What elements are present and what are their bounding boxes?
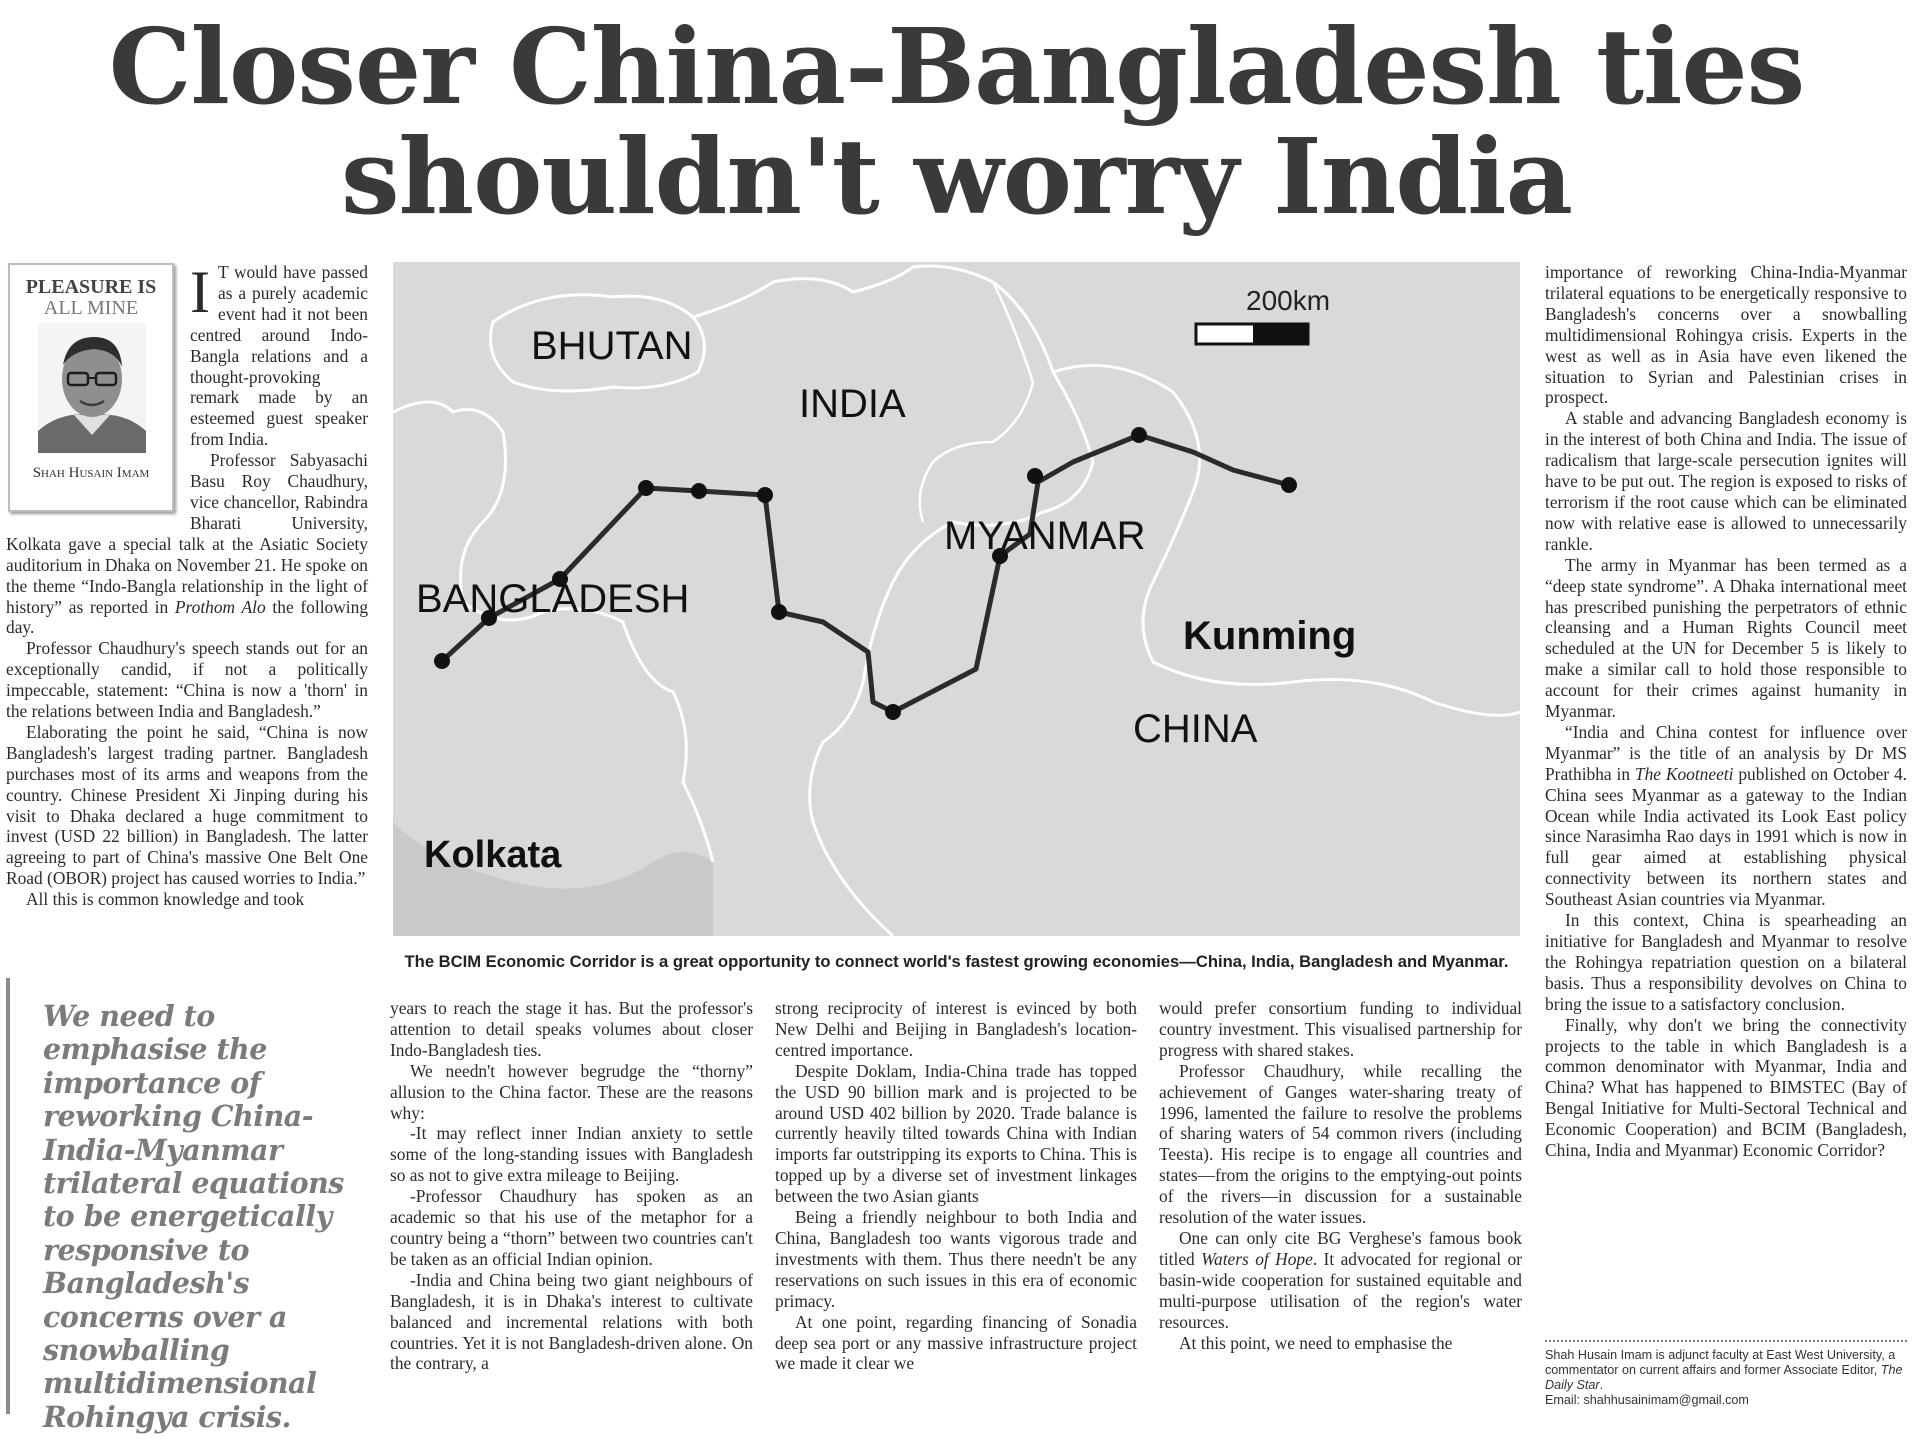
route-stop — [434, 653, 450, 669]
route-stop — [638, 480, 654, 496]
pull-quote-text: We need to emphasise the importance of reworking China-India-Myanmar trilateral equations to be energetically responsive to Bangladesh's concerns over a snowballing multidimensional Rohingya crisis. — [43, 999, 344, 1434]
map-caption: The BCIM Economic Corridor is a great opportunity to connect world's fastest growing economies—China, India, Bangladesh and Myanmar. — [404, 952, 1509, 971]
paragraph: Being a friendly neighbour to both India and China, Bangladesh too wants vigorous trade and investments with them. Thus there needn't be any reservations on such issues in this era of economic primacy. — [775, 1207, 1137, 1311]
paragraph: In this context, China is spearheading an initiative for Bangladesh and Myanmar to resolve the Rohingya repatriation question on a bilateral basis. Thus a responsibility devolves on China to bring the issue to a satisfactory conclusion. — [1545, 910, 1907, 1014]
label-china: CHINA — [1133, 707, 1258, 751]
route-stop — [1131, 427, 1147, 443]
paragraph: At this point, we need to emphasise the — [1179, 1332, 1453, 1353]
headline-line-2: shouldn't worry India — [340, 115, 1573, 238]
paragraph: -India and China being two giant neighbours of Bangladesh, it is in Dhaka's interest to cultivate balanced and incremental relations with both countries. Yet it is not Bangladesh-driven alone. On the contrary, a — [390, 1269, 753, 1374]
paragraph: Elaborating the point he said, “China is now Bangladesh's largest trading partner. Bangladesh purchases most of its arms and weapons from the country. Chinese President Xi Jinping during his visit to Dhaka declared a huge commitment to invest (USD 22 billion) in Bangladesh. The latter agreeing to part of China's massive One Belt One Road (OBOR) project has caused worries to India.” — [6, 721, 368, 889]
paragraph: Professor Sabyasachi Basu Roy Chaudhury, vice chancellor, Rabindra Bharati University, Kolkata gave a special talk at the Asiatic Society auditorium in Dhaka on November 21. He spoke on the theme “Indo-Bangla relationship in the light of history” as reported in Prothom Alo the following day. — [6, 450, 369, 638]
route-stop — [1027, 468, 1043, 484]
paragraph: would prefer consortium funding to individual country investment. This visualised partnership for progress with shared stakes. — [1159, 998, 1522, 1060]
paragraph: We needn't however begrudge the “thorny” allusion to the China factor. These are the reasons why: — [390, 1060, 753, 1123]
paragraph: -Professor Chaudhury has spoken as an academic so that his use of the metaphor for a country being a “thorn” between two countries can't be taken as an official Indian opinion. — [390, 1186, 753, 1269]
column-title-line-2: ALL MINE — [43, 297, 139, 319]
column-title — [10, 277, 172, 319]
route-stop — [1281, 477, 1297, 493]
footnote-divider — [1545, 1340, 1907, 1342]
author-name: Shah Husain Imam — [32, 465, 150, 481]
column-byline-box — [8, 263, 174, 512]
paragraph: Finally, why don't we bring the connectivity projects to the table in which Bangladesh is a common denominator with Myanmar, India and China? What has happened to BIMSTEC (Bay of Bengal Initiative for Multi-Sectoral Technical and Economic Cooperation) and BCIM (Bangladesh, China, India and Myanmar) Economic Corridor? — [1545, 1014, 1907, 1161]
paragraph: “India and China contest for influence over Myanmar” is the title of an analysis by Dr MS Prathibha in The Kootneeti published on October 4. China sees Myanmar as a gateway to the Indian Ocean while India activated its Look East policy since Narasimha Rao days in 1991 which is now in full gear aimed at establishing physical connectivity between its northern states and Southeast Asian countries via Myanmar. — [1545, 721, 1907, 910]
scale-bar-black — [1253, 324, 1308, 344]
pull-quote — [6, 978, 370, 1434]
label-kunming: Kunming — [1183, 614, 1357, 658]
label-kolkata: Kolkata — [424, 834, 562, 876]
author-portrait — [38, 323, 146, 453]
author-email: Email: shahhusainimam@gmail.com — [1545, 1393, 1749, 1407]
route-stop — [885, 704, 901, 720]
label-myanmar: MYANMAR — [944, 514, 1146, 558]
paragraph: Despite Doklam, India-China trade has topped the USD 90 billion mark and is projected to be around USD 402 billion by 2020. Trade balance is currently heavily tilted towards China with Indian imports far outstripping its exports to China. This is topped up by a diverse set of investment linkages between the two Asian giants — [775, 1060, 1137, 1207]
paragraph: Professor Chaudhury, while recalling the achievement of Ganges water-sharing treaty of 1996, lamented the failure to resolve the problems of sharing waters of 54 common rivers (including Teesta). His recipe is to engage all countries and states—from the origins to the emptying-out points of the rivers—in discussion for a sustainable resolution of the water issues. — [1159, 1060, 1522, 1228]
route-stop — [757, 487, 773, 503]
article-column-3 — [390, 998, 753, 1374]
column-title-line-1: PLEASURE IS — [25, 276, 157, 298]
label-bangladesh: BANGLADESH — [416, 577, 690, 621]
paragraph: One can only cite BG Verghese's famous book titled Waters of Hope. It advocated for regional or basin-wide cooperation for sustained equitable and multi-purpose utilisation of the region's water resources. — [1159, 1227, 1522, 1332]
route-stop — [771, 604, 787, 620]
scale-label: 200km — [1246, 285, 1331, 316]
author-footnote: Shah Husain Imam is adjunct faculty at East West University, a commentator on current affairs and former Associate Editor, The Daily Star. Email: shahhusainimam@gmail.com — [1545, 1348, 1903, 1407]
paragraph: Professor Chaudhury's speech stands out for an exceptionally candid, if not a politically impeccable, statement: “China is now a 'thorn' in the relations between India and Bangladesh.” — [6, 638, 368, 722]
drop-cap: I — [190, 259, 210, 325]
headline — [0, 5, 1913, 238]
paragraph: A stable and advancing Bangladesh economy is in the interest of both China and India. The issue of radicalism that large-scale persecution ignites will have to be put out. The region is exposed to risks of terrorism if the root cause which can be eliminated now with relative ease is allowed to unnecessarily rankle. — [1545, 408, 1907, 554]
route-stop — [691, 483, 707, 499]
label-india: INDIA — [799, 382, 906, 426]
paragraph: All this is common knowledge and took — [26, 889, 305, 910]
label-bhutan: BHUTAN — [531, 324, 693, 368]
paragraph: strong reciprocity of interest is evinced by both New Delhi and Beijing in Bangladesh's location-centred importance. — [775, 998, 1137, 1060]
article-column-5 — [1159, 998, 1522, 1353]
bcim-corridor-map — [393, 262, 1520, 936]
paragraph: At one point, regarding financing of Sonadia deep sea port or any massive infrastructure project we made it clear we — [775, 1311, 1137, 1374]
paragraph: years to reach the stage it has. But the professor's attention to detail speaks volumes about closer Indo-Bangladesh ties. — [390, 998, 753, 1060]
article-column-4 — [775, 998, 1137, 1374]
paragraph: -It may reflect inner Indian anxiety to settle some of the long-standing issues with Bangladesh so as not to give extra mileage to Beijing. — [390, 1123, 753, 1186]
paragraph: importance of reworking China-India-Myanmar trilateral equations to be energetically responsive to Bangladesh's concerns over a snowballing multidimensional Rohingya crisis. Experts in the west as well as in Asia have even likened the situation to Syrian and Palestinian crises in prospect. — [1545, 262, 1907, 408]
headline-line-1: Closer China-Bangladesh ties — [108, 5, 1805, 128]
paragraph: I T would have passed as a purely academic event had it not been centred around Indo-Bangla relations and a thought-provoking remark made by an esteemed guest speaker from India. — [190, 259, 368, 450]
paragraph: The army in Myanmar has been termed as a “deep state syndrome”. A Dhaka international meet has prescribed punishing the perpetrators of ethnic cleansing and a Human Rights Council meet scheduled at the UN for December 5 is likely to make a similar call to hold those responsible to account for their crimes against humanity in Myanmar. — [1545, 554, 1907, 722]
article-column-6 — [1545, 262, 1907, 1161]
